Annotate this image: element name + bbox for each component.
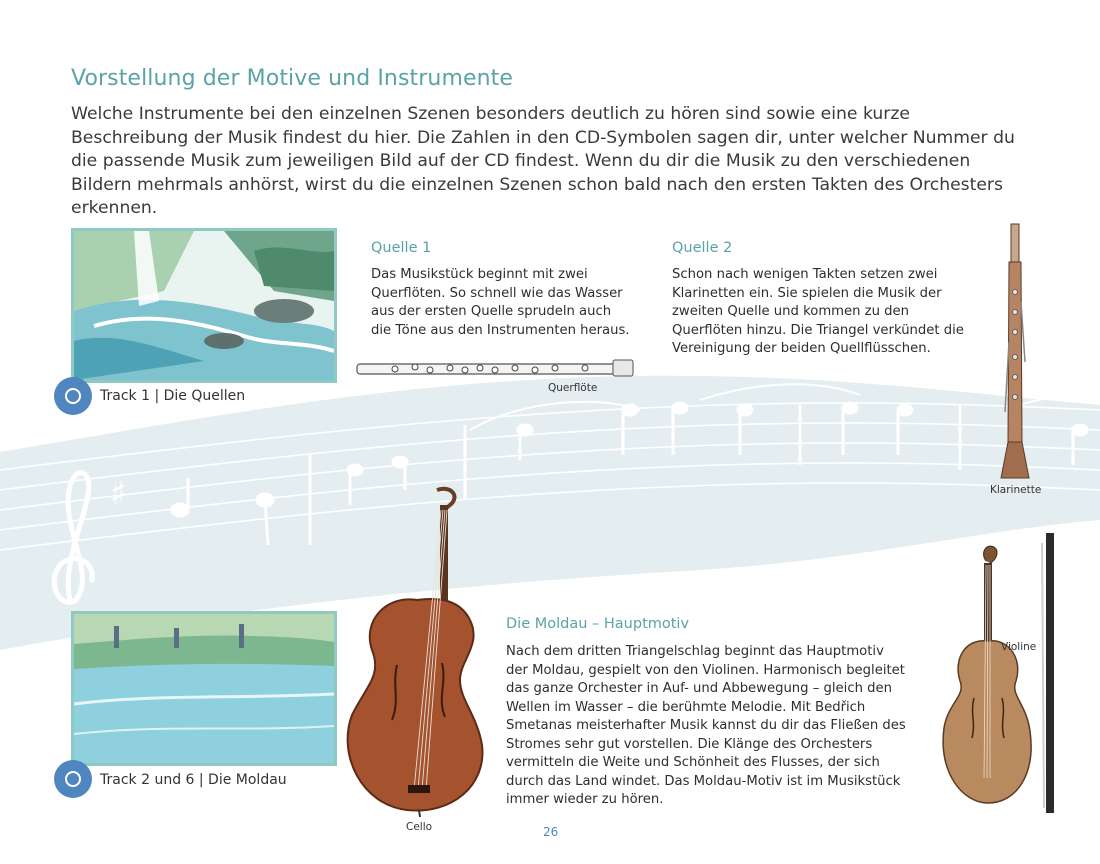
- violin-illustration: [938, 533, 1068, 813]
- track-2-label: Track 2 und 6 | Die Moldau: [100, 772, 287, 788]
- moldau-title: Die Moldau – Hauptmotiv: [506, 616, 690, 632]
- moldau-image: [71, 611, 337, 766]
- cello-illustration: [342, 485, 492, 817]
- clarinet-caption: Klarinette: [990, 484, 1042, 496]
- moldau-text: Nach dem dritten Triangelschlag beginnt das Hauptmotiv der Moldau, gespielt von den Violinen. Harmonisch begleitet das ganze Orchester in Auf- und Abbewegung – gleich den Wellen im Wasser – die berühmte Melodie. Mit Bedřich Smetanas meisterhafter Musik kannst du dir das Fließen des Stromes sehr gut vorstellen. Die Klänge des Orchesters vermitteln die Weite und Schönheit des Flusses, der sich durch das Land windet. Das Moldau-Motiv ist im Musikstück immer wieder zu hören.: [506, 644, 906, 807]
- quelle-1-title: Quelle 1: [371, 240, 432, 256]
- quelle-2-text: Schon nach wenigen Takten setzen zwei Klarinetten ein. Sie spielen die Musik der zweiten Quelle und kommen zu den Querflöten hinzu. Die Triangel verkündet die Vereinigung der beiden Quellflüsschen.: [672, 267, 964, 356]
- svg-text:♯: ♯: [110, 474, 127, 514]
- clarinet-illustration: [995, 222, 1035, 480]
- cd-icon: [54, 377, 92, 415]
- flute-caption: Querflöte: [548, 382, 598, 394]
- intro-paragraph: Welche Instrumente bei den einzelnen Szenen besonders deutlich zu hören sind sowie eine kurze Beschreibung der Musik findest du hier. Die Zahlen in den CD-Symbolen sagen dir, unter welcher Nummer du die passende Musik zum jeweiligen Bild auf der CD findest. Wenn du dir die Musik zu den verschiedenen Bildern mehrmals anhörst, wirst du die einzelnen Szenen schon bald nach den ersten Takten des Orchesters erkennen.: [71, 104, 1015, 219]
- cd-icon: [54, 760, 92, 798]
- page-heading: Vorstellung der Motive und Instrumente: [71, 66, 514, 91]
- quellen-image: [71, 228, 337, 383]
- violin-caption: Violine: [1001, 641, 1037, 653]
- flute-illustration: [355, 356, 635, 380]
- quelle-1-text: Das Musikstück beginnt mit zwei Querflöten. So schnell wie das Wasser aus der ersten Quelle sprudeln auch die Töne aus den Instrumenten heraus.: [371, 267, 630, 338]
- cello-caption: Cello: [406, 821, 433, 833]
- page-number: 26: [543, 825, 559, 839]
- track-1-label: Track 1 | Die Quellen: [100, 388, 246, 404]
- quelle-2-title: Quelle 2: [672, 240, 733, 256]
